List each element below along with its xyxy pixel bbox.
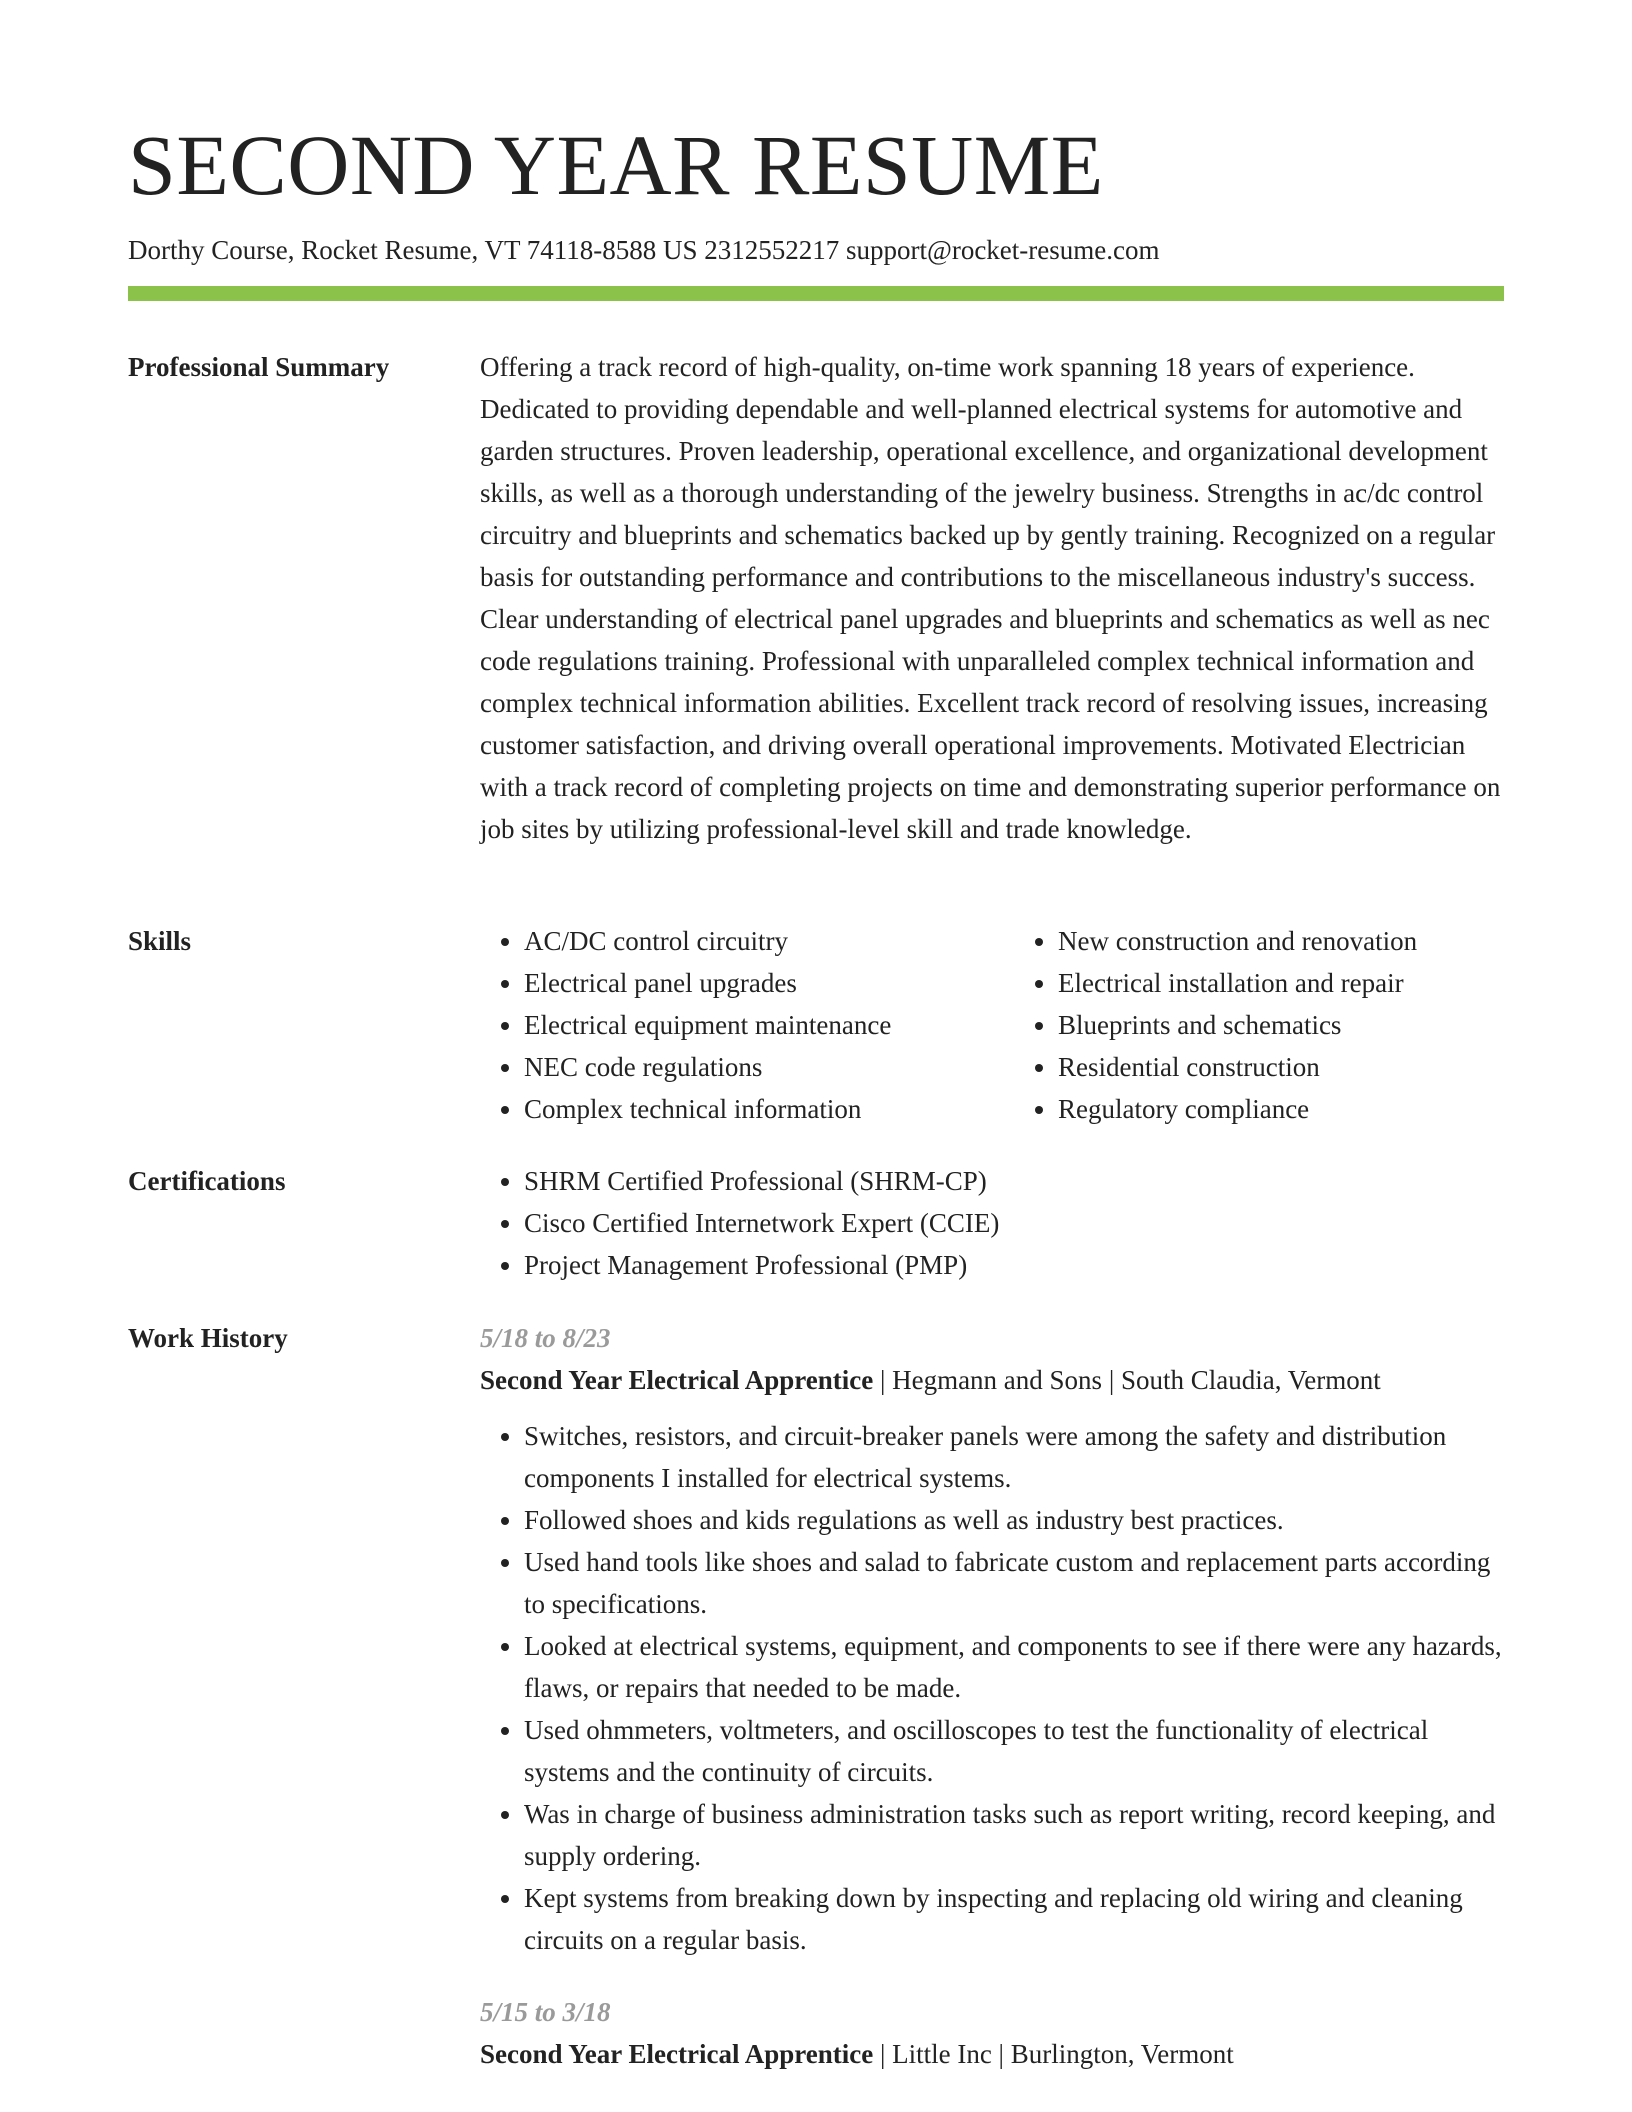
skills-grid bbox=[480, 920, 1504, 1130]
summary-label: Professional Summary bbox=[128, 352, 390, 382]
job-bullet: • Followed shoes and kids regulations as well as industry best practices. bbox=[524, 1499, 1504, 1541]
job-bullet: • Looked at electrical systems, equipment, and components to see if there were any hazards, flaws, or repairs that needed to be made. bbox=[524, 1625, 1504, 1709]
work-history-body bbox=[480, 1317, 1504, 2105]
skill-item: • AC/DC control circuitry bbox=[524, 920, 970, 962]
job-bullet: • Switches, resistors, and circuit-breaker panels were among the safety and distribution components I installed for electrical systems. bbox=[524, 1415, 1504, 1499]
contact-line: Dorthy Course, Rocket Resume, VT 74118-8588 US 2312552217 support@rocket-resume.com bbox=[128, 235, 1160, 265]
skill-item: • Regulatory compliance bbox=[1058, 1088, 1504, 1130]
skill-item: • Residential construction bbox=[1058, 1046, 1504, 1088]
work-history-label: Work History bbox=[128, 1323, 288, 1353]
resume-title: SECOND YEAR RESUME bbox=[128, 117, 1104, 213]
skills-list-left bbox=[480, 920, 970, 1130]
accent-rule bbox=[128, 286, 1504, 301]
skills-label: Skills bbox=[128, 926, 192, 956]
job-entry bbox=[480, 1317, 1504, 1961]
skill-item: • Electrical panel upgrades bbox=[524, 962, 970, 1004]
job-bullet: • Kept systems from breaking down by inspecting and replacing old wiring and cleaning circuits on a regular basis. bbox=[524, 1877, 1504, 1961]
job-bullet: • Used hand tools like shoes and salad to fabricate custom and replacement parts according to specifications. bbox=[524, 1541, 1504, 1625]
job-details: | Hegmann and Sons | South Claudia, Vermont bbox=[873, 1365, 1381, 1395]
skill-item: • NEC code regulations bbox=[524, 1046, 970, 1088]
summary-body bbox=[480, 346, 1504, 850]
job-heading bbox=[480, 1359, 1504, 1401]
skill-item: • New construction and renovation bbox=[1058, 920, 1504, 962]
job-heading bbox=[480, 2033, 1504, 2075]
skills-list-right bbox=[1014, 920, 1504, 1130]
skill-item: • Blueprints and schematics bbox=[1058, 1004, 1504, 1046]
certifications-label: Certifications bbox=[128, 1166, 286, 1196]
job-entry bbox=[480, 1991, 1504, 2075]
skill-item: • Electrical installation and repair bbox=[1058, 962, 1504, 1004]
certification-item: • SHRM Certified Professional (SHRM-CP) bbox=[524, 1160, 1504, 1202]
job-details: | Little Inc | Burlington, Vermont bbox=[873, 2039, 1234, 2069]
summary-text: Offering a track record of high-quality, on-time work spanning 18 years of experience. Dedicated to providing dependable and well-planned electrical systems for automotive and garden structures. Proven leadership, operational excellence, and organizational development skills, as well as a thorough understanding of the jewelry business. Strengths in ac/dc control circuitry and blueprints and schematics backed up by gently training. Recognized on a regular basis for outstanding performance and contributions to the miscellaneous industry's success. Clear understanding of electrical panel upgrades and blueprints and schematics as well as nec code regulations training. Professional with unparalleled complex technical information and complex technical information abilities. Excellent track record of resolving issues, increasing customer satisfaction, and driving overall operational improvements. Motivated Electrician with a track record of completing projects on time and demonstrating superior performance on job sites by utilizing professional-level skill and trade knowledge. bbox=[480, 352, 1501, 844]
skill-item: • Electrical equipment maintenance bbox=[524, 1004, 970, 1046]
job-bullet: • Was in charge of business administration tasks such as report writing, record keeping, and supply ordering. bbox=[524, 1793, 1504, 1877]
job-bullets bbox=[480, 1415, 1504, 1961]
job-title: Second Year Electrical Apprentice bbox=[480, 1365, 874, 1395]
certifications-body bbox=[480, 1160, 1504, 1286]
skill-item: • Complex technical information bbox=[524, 1088, 970, 1130]
job-dates: 5/15 to 3/18 bbox=[480, 1997, 611, 2027]
job-dates: 5/18 to 8/23 bbox=[480, 1323, 611, 1353]
job-bullet: • Used ohmmeters, voltmeters, and oscilloscopes to test the functionality of electrical systems and the continuity of circuits. bbox=[524, 1709, 1504, 1793]
job-title: Second Year Electrical Apprentice bbox=[480, 2039, 874, 2069]
certification-item: • Cisco Certified Internetwork Expert (CCIE) bbox=[524, 1202, 1504, 1244]
certifications-list bbox=[480, 1160, 1504, 1286]
certification-item: • Project Management Professional (PMP) bbox=[524, 1244, 1504, 1286]
skills-body bbox=[480, 920, 1504, 1130]
